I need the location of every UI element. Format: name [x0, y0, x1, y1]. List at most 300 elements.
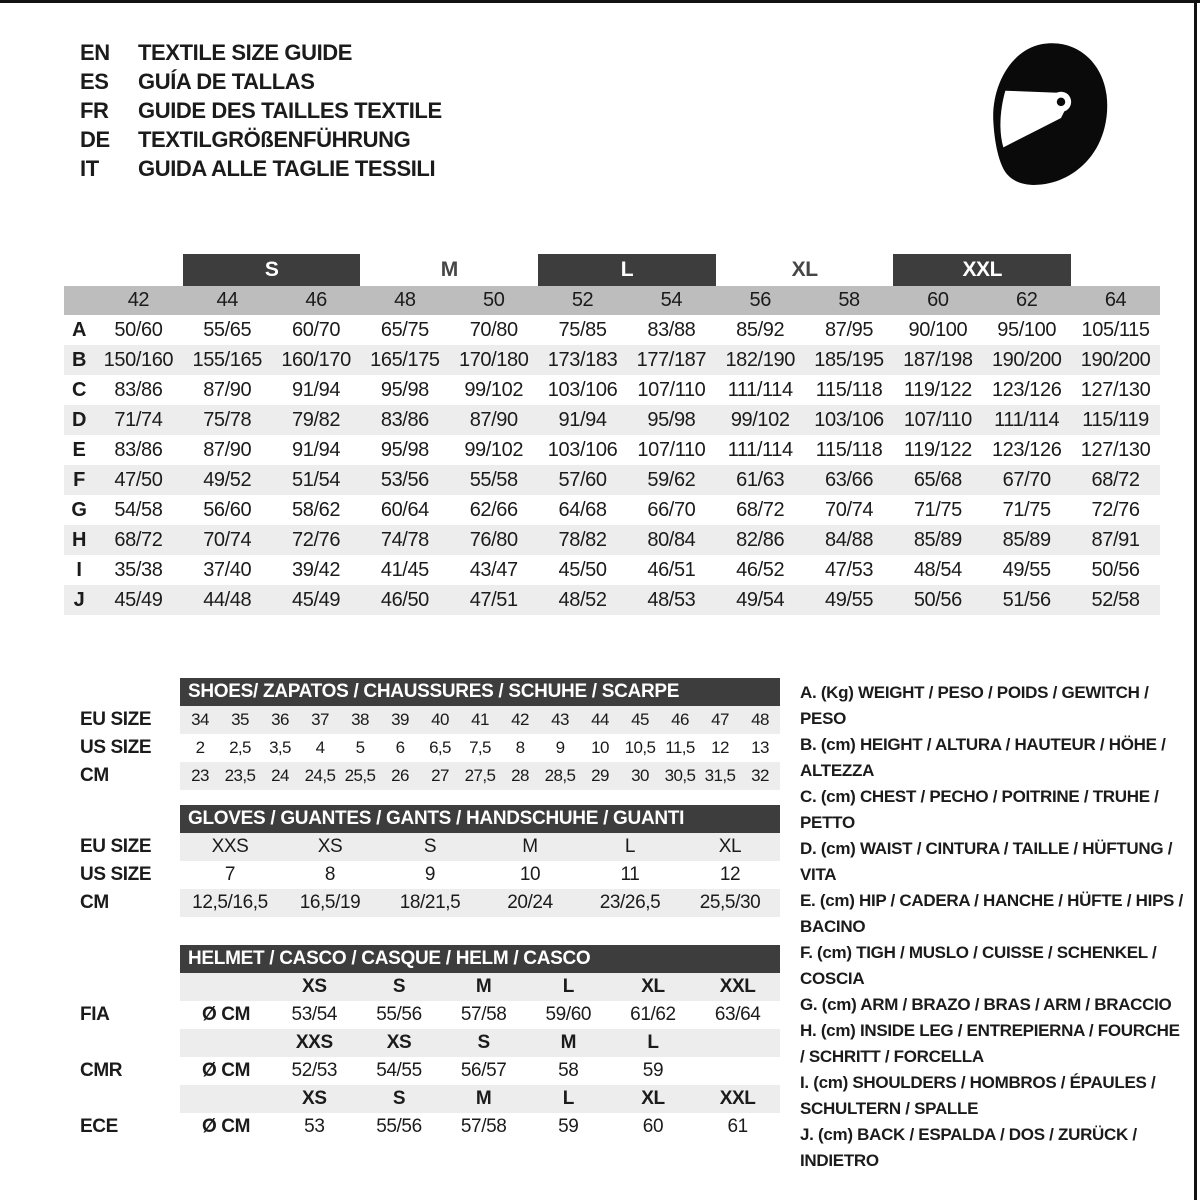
measure-value: 51/54	[292, 468, 341, 491]
measure-value: 105/115	[1081, 318, 1150, 341]
size-value: 24	[271, 766, 289, 785]
size-value: M	[522, 836, 538, 857]
legend-item: D. (cm) WAIST / CINTURA / TAILLE / HÜFTUNG / VITA	[800, 839, 1173, 884]
measure-value: 61/63	[736, 468, 785, 491]
measure-row-F	[64, 465, 1160, 495]
measure-letter: C	[71, 378, 87, 401]
size-value: 10	[591, 738, 609, 757]
legend-item: F. (cm) TIGH / MUSLO / CUISSE / SCHENKEL / COSCIA	[800, 943, 1157, 988]
shoes-side-labels	[80, 706, 151, 790]
page-top-border	[0, 0, 1200, 3]
measure-letter: I	[76, 558, 82, 581]
measure-value: 85/89	[913, 528, 962, 551]
numeric-size: 42	[127, 289, 150, 311]
measure-value: 177/187	[636, 348, 707, 371]
measure-value: 46/50	[380, 588, 429, 611]
measure-value: 66/70	[647, 498, 696, 521]
measure-value: 54/58	[114, 498, 163, 521]
measure-value: 35/38	[114, 558, 163, 581]
helmet-value: 56/57	[460, 1060, 507, 1081]
measure-value: 115/118	[815, 378, 883, 401]
language-code: EN	[80, 40, 110, 65]
measure-value: 50/60	[114, 318, 163, 341]
size-value: S	[423, 836, 437, 857]
size-value: 8	[515, 738, 525, 757]
size-value: 8	[324, 864, 336, 885]
size-value: 12	[711, 738, 729, 757]
size-group-M: M	[440, 258, 458, 281]
measure-value: 185/195	[814, 348, 884, 371]
size-value: 35	[231, 710, 249, 729]
measure-value: 60/70	[292, 318, 341, 341]
helmet-size: L	[647, 1032, 659, 1053]
size-value: 2	[195, 738, 205, 757]
helmet-size: XS	[302, 976, 327, 997]
size-value: 12	[719, 864, 741, 885]
measure-value: 70/74	[825, 498, 874, 521]
measure-value: 65/75	[380, 318, 429, 341]
language-code: ES	[80, 69, 109, 94]
measure-value: 127/130	[1080, 378, 1151, 401]
numeric-size-spacer	[64, 286, 94, 315]
helmet-section-title: HELMET / CASCO / CASQUE / HELM / CASCO	[180, 945, 780, 973]
helmet-size-spacer	[180, 973, 272, 1001]
measure-value: 170/180	[458, 348, 529, 371]
helmet-size-spacer	[180, 1085, 272, 1113]
diameter-unit-label: Ø CM	[201, 1060, 250, 1081]
language-title: TEXTILGRÖßENFÜHRUNG	[138, 127, 411, 152]
helmet-value: 59/60	[545, 1004, 592, 1025]
helmet-value: 59	[558, 1116, 579, 1137]
helmet-size: XXL	[719, 976, 756, 997]
size-value: 10,5	[624, 738, 656, 757]
measure-value: 68/72	[114, 528, 163, 551]
helmet-size: XXL	[719, 1088, 756, 1109]
numeric-size: 44	[216, 289, 238, 311]
measure-value: 173/183	[547, 348, 618, 371]
size-value: 37	[311, 710, 329, 729]
measure-value: 87/95	[825, 318, 874, 341]
size-row	[180, 861, 780, 889]
measure-value: 50/56	[1091, 558, 1140, 581]
size-group-S: S	[183, 254, 361, 286]
measure-value: 63/66	[825, 468, 874, 491]
gloves-side-labels	[80, 833, 151, 917]
language-code: IT	[80, 156, 99, 181]
size-value: 25,5/30	[699, 892, 761, 913]
measure-value: 83/86	[114, 438, 163, 461]
helmet-value: 57/58	[460, 1004, 507, 1025]
measure-value: 87/90	[203, 378, 252, 401]
helmet-value: 58	[558, 1060, 579, 1081]
size-value: 5	[355, 738, 365, 757]
legend-item: J. (cm) BACK / ESPALDA / DOS / ZURÜCK / INDIETRO	[800, 1125, 1137, 1170]
measure-value: 103/106	[814, 408, 884, 431]
size-value: 6	[395, 738, 405, 757]
size-value: 10	[519, 864, 541, 885]
helmet-size: XXS	[295, 1032, 333, 1053]
measure-value: 119/122	[903, 438, 972, 461]
measure-letter: E	[72, 438, 86, 461]
measure-value: 107/110	[637, 378, 706, 401]
measure-value: 107/110	[903, 408, 972, 431]
measure-letter: G	[71, 498, 87, 521]
size-value: 16,5/19	[299, 892, 361, 913]
helmet-size: XS	[386, 1032, 412, 1053]
measurement-legend	[800, 680, 1188, 1174]
helmet-value-row-FIA	[180, 1001, 780, 1029]
measure-value: 70/74	[203, 528, 252, 551]
helmet-value: 55/56	[376, 1004, 422, 1025]
size-value: 3,5	[269, 738, 291, 757]
measure-value: 103/106	[547, 438, 618, 461]
measure-value: 115/119	[1082, 408, 1149, 431]
measure-value: 49/55	[825, 588, 874, 611]
measure-value: 41/45	[380, 558, 429, 581]
size-group-row	[64, 254, 1160, 286]
helmet-size: M	[560, 1032, 577, 1053]
language-row	[80, 125, 442, 154]
row-label: CM	[80, 892, 109, 913]
measure-value: 70/80	[469, 318, 518, 341]
textile-size-table	[64, 254, 1160, 615]
measure-value: 48/52	[558, 588, 607, 611]
helmet-value: 60	[642, 1116, 664, 1137]
measure-value: 95/98	[380, 438, 429, 461]
measure-value: 107/110	[637, 438, 706, 461]
measure-value: 71/75	[1002, 498, 1051, 521]
legend-item: B. (cm) HEIGHT / ALTURA / HAUTEUR / HÖHE / ALTEZZA	[800, 735, 1166, 780]
measure-value: 72/76	[292, 528, 341, 551]
measure-letter: J	[73, 588, 85, 611]
helmet-value: 53/54	[291, 1004, 338, 1025]
measure-value: 155/165	[192, 348, 262, 371]
measure-value: 90/100	[908, 318, 968, 341]
measure-letter: A	[71, 318, 87, 341]
measure-value: 111/114	[727, 378, 793, 401]
size-row	[180, 762, 780, 790]
size-value: 6,5	[429, 738, 451, 757]
measure-value: 99/102	[464, 438, 524, 461]
size-value: 28	[511, 766, 529, 785]
size-value: 23	[191, 766, 209, 785]
size-group-XXL: XXL	[893, 254, 1071, 286]
measure-row-H	[64, 525, 1160, 555]
size-value: L	[624, 836, 636, 857]
numeric-size: 58	[838, 289, 860, 311]
measure-value: 190/200	[991, 348, 1062, 371]
size-value: 29	[591, 766, 609, 785]
measure-value: 55/58	[469, 468, 518, 491]
helmet-size: XL	[641, 1088, 665, 1109]
helmet-value: 53	[304, 1116, 325, 1137]
size-value: XL	[718, 836, 742, 857]
helmet-size: S	[392, 1088, 406, 1109]
language-row	[80, 96, 442, 125]
diameter-unit-label: Ø CM	[201, 1004, 250, 1025]
helmet-value: 54/55	[376, 1060, 422, 1081]
helmet-size-row	[180, 1029, 780, 1057]
size-value: XS	[317, 836, 343, 857]
size-value: 30,5	[664, 766, 696, 785]
numeric-size: 62	[1015, 289, 1038, 311]
measure-value: 71/74	[114, 408, 163, 431]
measure-value: 103/106	[547, 378, 618, 401]
measure-value: 64/68	[558, 498, 607, 521]
size-value: 28,5	[544, 766, 576, 785]
measure-value: 91/94	[558, 408, 607, 431]
numeric-size: 50	[483, 289, 505, 311]
measure-value: 83/86	[114, 378, 163, 401]
size-value: 2,5	[229, 738, 251, 757]
standard-label: CMR	[80, 1060, 123, 1081]
measure-value: 44/48	[203, 588, 252, 611]
measure-value: 127/130	[1080, 438, 1151, 461]
measure-row-D	[64, 405, 1160, 435]
helmet-size	[695, 1029, 780, 1057]
measure-value: 48/54	[913, 558, 962, 581]
measure-value: 51/56	[1002, 588, 1051, 611]
helmet-size: XL	[641, 976, 665, 997]
legend-item: C. (cm) CHEST / PECHO / POITRINE / TRUHE / PETTO	[800, 787, 1159, 832]
size-value: 11,5	[665, 738, 695, 757]
measure-row-I	[64, 555, 1160, 585]
measure-value: 150/160	[103, 348, 174, 371]
size-value: 4	[315, 738, 325, 757]
helmet-side-labels	[80, 973, 122, 1141]
measure-value: 67/70	[1002, 468, 1051, 491]
measure-value: 187/198	[903, 348, 973, 371]
size-row	[180, 734, 780, 762]
row-label: CM	[80, 765, 109, 786]
measure-letter: B	[71, 348, 87, 371]
helmet-size: S	[477, 1032, 490, 1053]
measure-value: 39/42	[292, 558, 341, 581]
measure-value: 60/64	[380, 498, 429, 521]
measure-value: 91/94	[292, 378, 341, 401]
language-code: DE	[80, 127, 110, 152]
measure-value: 71/75	[913, 498, 962, 521]
numeric-size: 56	[749, 289, 771, 311]
measure-value: 79/82	[292, 408, 341, 431]
size-value: 48	[751, 710, 769, 729]
language-title: GUÍA DE TALLAS	[138, 69, 315, 94]
numeric-size: 46	[305, 289, 327, 311]
shoes-section-title: SHOES/ ZAPATOS / CHAUSSURES / SCHUHE / SCARPE	[180, 678, 780, 706]
standard-label: FIA	[80, 1004, 110, 1025]
language-title: GUIDA ALLE TAGLIE TESSILI	[138, 156, 436, 181]
helmet-size: M	[475, 1088, 492, 1109]
numeric-size: 60	[927, 289, 949, 311]
helmet-size-row	[180, 973, 780, 1001]
size-value: 9	[555, 738, 565, 757]
measure-value: 53/56	[380, 468, 429, 491]
row-label: EU SIZE	[80, 836, 152, 857]
measure-value: 72/76	[1091, 498, 1140, 521]
measure-value: 52/58	[1091, 588, 1140, 611]
measure-value: 87/91	[1091, 528, 1140, 551]
helmet-size: XS	[302, 1088, 327, 1109]
measure-value: 47/53	[825, 558, 874, 581]
measure-row-G	[64, 495, 1160, 525]
shoes-size-table	[180, 706, 780, 790]
helmet-value-row-ECE	[180, 1113, 780, 1141]
measure-value: 78/82	[558, 528, 607, 551]
language-row	[80, 38, 442, 67]
measure-value: 115/118	[815, 438, 883, 461]
measure-value: 87/90	[469, 408, 518, 431]
measure-value: 82/86	[736, 528, 785, 551]
size-value: 9	[424, 864, 436, 885]
measure-value: 182/190	[725, 348, 795, 371]
measure-value: 95/98	[647, 408, 696, 431]
size-value: 27,5	[464, 766, 496, 785]
size-row	[180, 706, 780, 734]
size-value: 18/21,5	[399, 892, 461, 913]
measure-value: 45/49	[292, 588, 341, 611]
measure-value: 190/200	[1080, 348, 1151, 371]
measure-value: 165/175	[370, 348, 440, 371]
size-value: 26	[391, 766, 409, 785]
size-row	[180, 889, 780, 917]
size-group-L: L	[538, 254, 716, 286]
racing-helmet-icon	[975, 30, 1145, 202]
legend-item: I. (cm) SHOULDERS / HOMBROS / ÉPAULES / SCHULTERN / SPALLE	[800, 1073, 1156, 1118]
numeric-size: 54	[660, 289, 683, 311]
size-row	[180, 833, 780, 861]
measure-value: 95/100	[997, 318, 1057, 341]
measure-row-B	[64, 345, 1160, 375]
measure-value: 75/85	[558, 318, 607, 341]
size-value: 27	[431, 766, 449, 785]
measure-row-E	[64, 435, 1160, 465]
numeric-size: 48	[394, 289, 416, 311]
size-value: 30	[631, 766, 649, 785]
numeric-size: 64	[1104, 289, 1127, 311]
language-title: GUIDE DES TAILLES TEXTILE	[138, 98, 442, 123]
size-value: 39	[391, 710, 409, 729]
helmet-value: 52/53	[291, 1060, 338, 1081]
helmet-size: L	[562, 976, 574, 997]
measure-value: 75/78	[203, 408, 252, 431]
helmet-size-table	[180, 973, 780, 1141]
size-value: 23/26,5	[599, 892, 661, 913]
helmet-value: 63/64	[714, 1004, 761, 1025]
measure-value: 85/89	[1002, 528, 1051, 551]
measure-value: 111/114	[727, 438, 793, 461]
measure-value: 49/55	[1002, 558, 1051, 581]
measure-value: 160/170	[281, 348, 351, 371]
measure-value: 99/102	[730, 408, 790, 431]
helmet-size-spacer	[180, 1029, 272, 1057]
measure-letter: H	[71, 528, 87, 551]
language-row	[80, 67, 442, 96]
size-value: 42	[511, 710, 529, 729]
size-value: 7	[224, 864, 236, 885]
measure-value: 48/53	[647, 588, 696, 611]
measure-value: 76/80	[469, 528, 518, 551]
measure-value: 47/50	[114, 468, 163, 491]
size-value: 25,5	[344, 766, 376, 785]
language-list	[80, 38, 442, 183]
measure-row-A	[64, 315, 1160, 345]
size-value: 12,5/16,5	[192, 892, 268, 913]
numeric-size-row	[64, 286, 1160, 315]
legend-item: G. (cm) ARM / BRAZO / BRAS / ARM / BRACCIO	[800, 995, 1172, 1014]
size-group-XL: XL	[791, 258, 818, 281]
measure-value: 49/54	[736, 588, 785, 611]
size-value: 47	[711, 710, 729, 729]
measure-value: 58/62	[292, 498, 341, 521]
size-value: 40	[431, 710, 449, 729]
helmet-value: 57/58	[460, 1116, 507, 1137]
helmet-size: M	[475, 976, 492, 997]
size-value: 43	[551, 710, 569, 729]
measure-value: 99/102	[464, 378, 524, 401]
size-value: 20/24	[507, 892, 553, 913]
gloves-section-title: GLOVES / GUANTES / GANTS / HANDSCHUHE / GUANTI	[180, 805, 780, 833]
measure-value: 56/60	[203, 498, 252, 521]
measure-row-C	[64, 375, 1160, 405]
measure-value: 111/114	[994, 408, 1060, 431]
helmet-value-row-CMR	[180, 1057, 780, 1085]
measure-value: 46/52	[736, 558, 785, 581]
size-group-spacer	[1071, 254, 1160, 286]
measure-value: 62/66	[469, 498, 518, 521]
helmet-value: 59	[642, 1060, 664, 1081]
measure-value: 43/47	[469, 558, 518, 581]
measure-value: 65/68	[913, 468, 962, 491]
measure-value: 55/65	[203, 318, 252, 341]
row-label: US SIZE	[80, 737, 152, 758]
measure-value: 83/86	[380, 408, 429, 431]
measure-value: 74/78	[380, 528, 429, 551]
size-value: 24,5	[304, 766, 336, 785]
size-value: 46	[671, 710, 689, 729]
measure-value: 45/49	[114, 588, 163, 611]
numeric-size: 52	[571, 289, 594, 311]
size-value: 7,5	[469, 738, 491, 757]
size-value: 31,5	[704, 766, 736, 785]
size-value: XXS	[211, 836, 249, 857]
helmet-value: 61/62	[630, 1004, 676, 1025]
measure-row-J	[64, 585, 1160, 615]
helmet-size-row	[180, 1085, 780, 1113]
size-value: 41	[471, 710, 489, 729]
legend-item: A. (Kg) WEIGHT / PESO / POIDS / GEWITCH / PESO	[800, 683, 1149, 728]
measure-value: 91/94	[292, 438, 341, 461]
gloves-size-table	[180, 833, 780, 917]
helmet-value: 55/56	[376, 1116, 422, 1137]
helmet-value	[695, 1057, 780, 1085]
measure-value: 85/92	[736, 318, 785, 341]
helmet-size: S	[392, 976, 406, 997]
measure-letter: F	[73, 468, 85, 491]
size-value: 45	[631, 710, 649, 729]
measure-value: 84/88	[825, 528, 874, 551]
helmet-value: 61	[727, 1116, 748, 1137]
measure-value: 59/62	[647, 468, 696, 491]
measure-value: 68/72	[1091, 468, 1140, 491]
measure-value: 57/60	[558, 468, 607, 491]
legend-item: E. (cm) HIP / CADERA / HANCHE / HÜFTE / HIPS / BACINO	[800, 891, 1183, 936]
measure-value: 83/88	[647, 318, 696, 341]
size-value: 38	[351, 710, 369, 729]
measure-value: 47/51	[469, 588, 518, 611]
measure-value: 123/126	[991, 378, 1062, 401]
measure-value: 95/98	[380, 378, 429, 401]
language-title: TEXTILE SIZE GUIDE	[138, 40, 353, 65]
